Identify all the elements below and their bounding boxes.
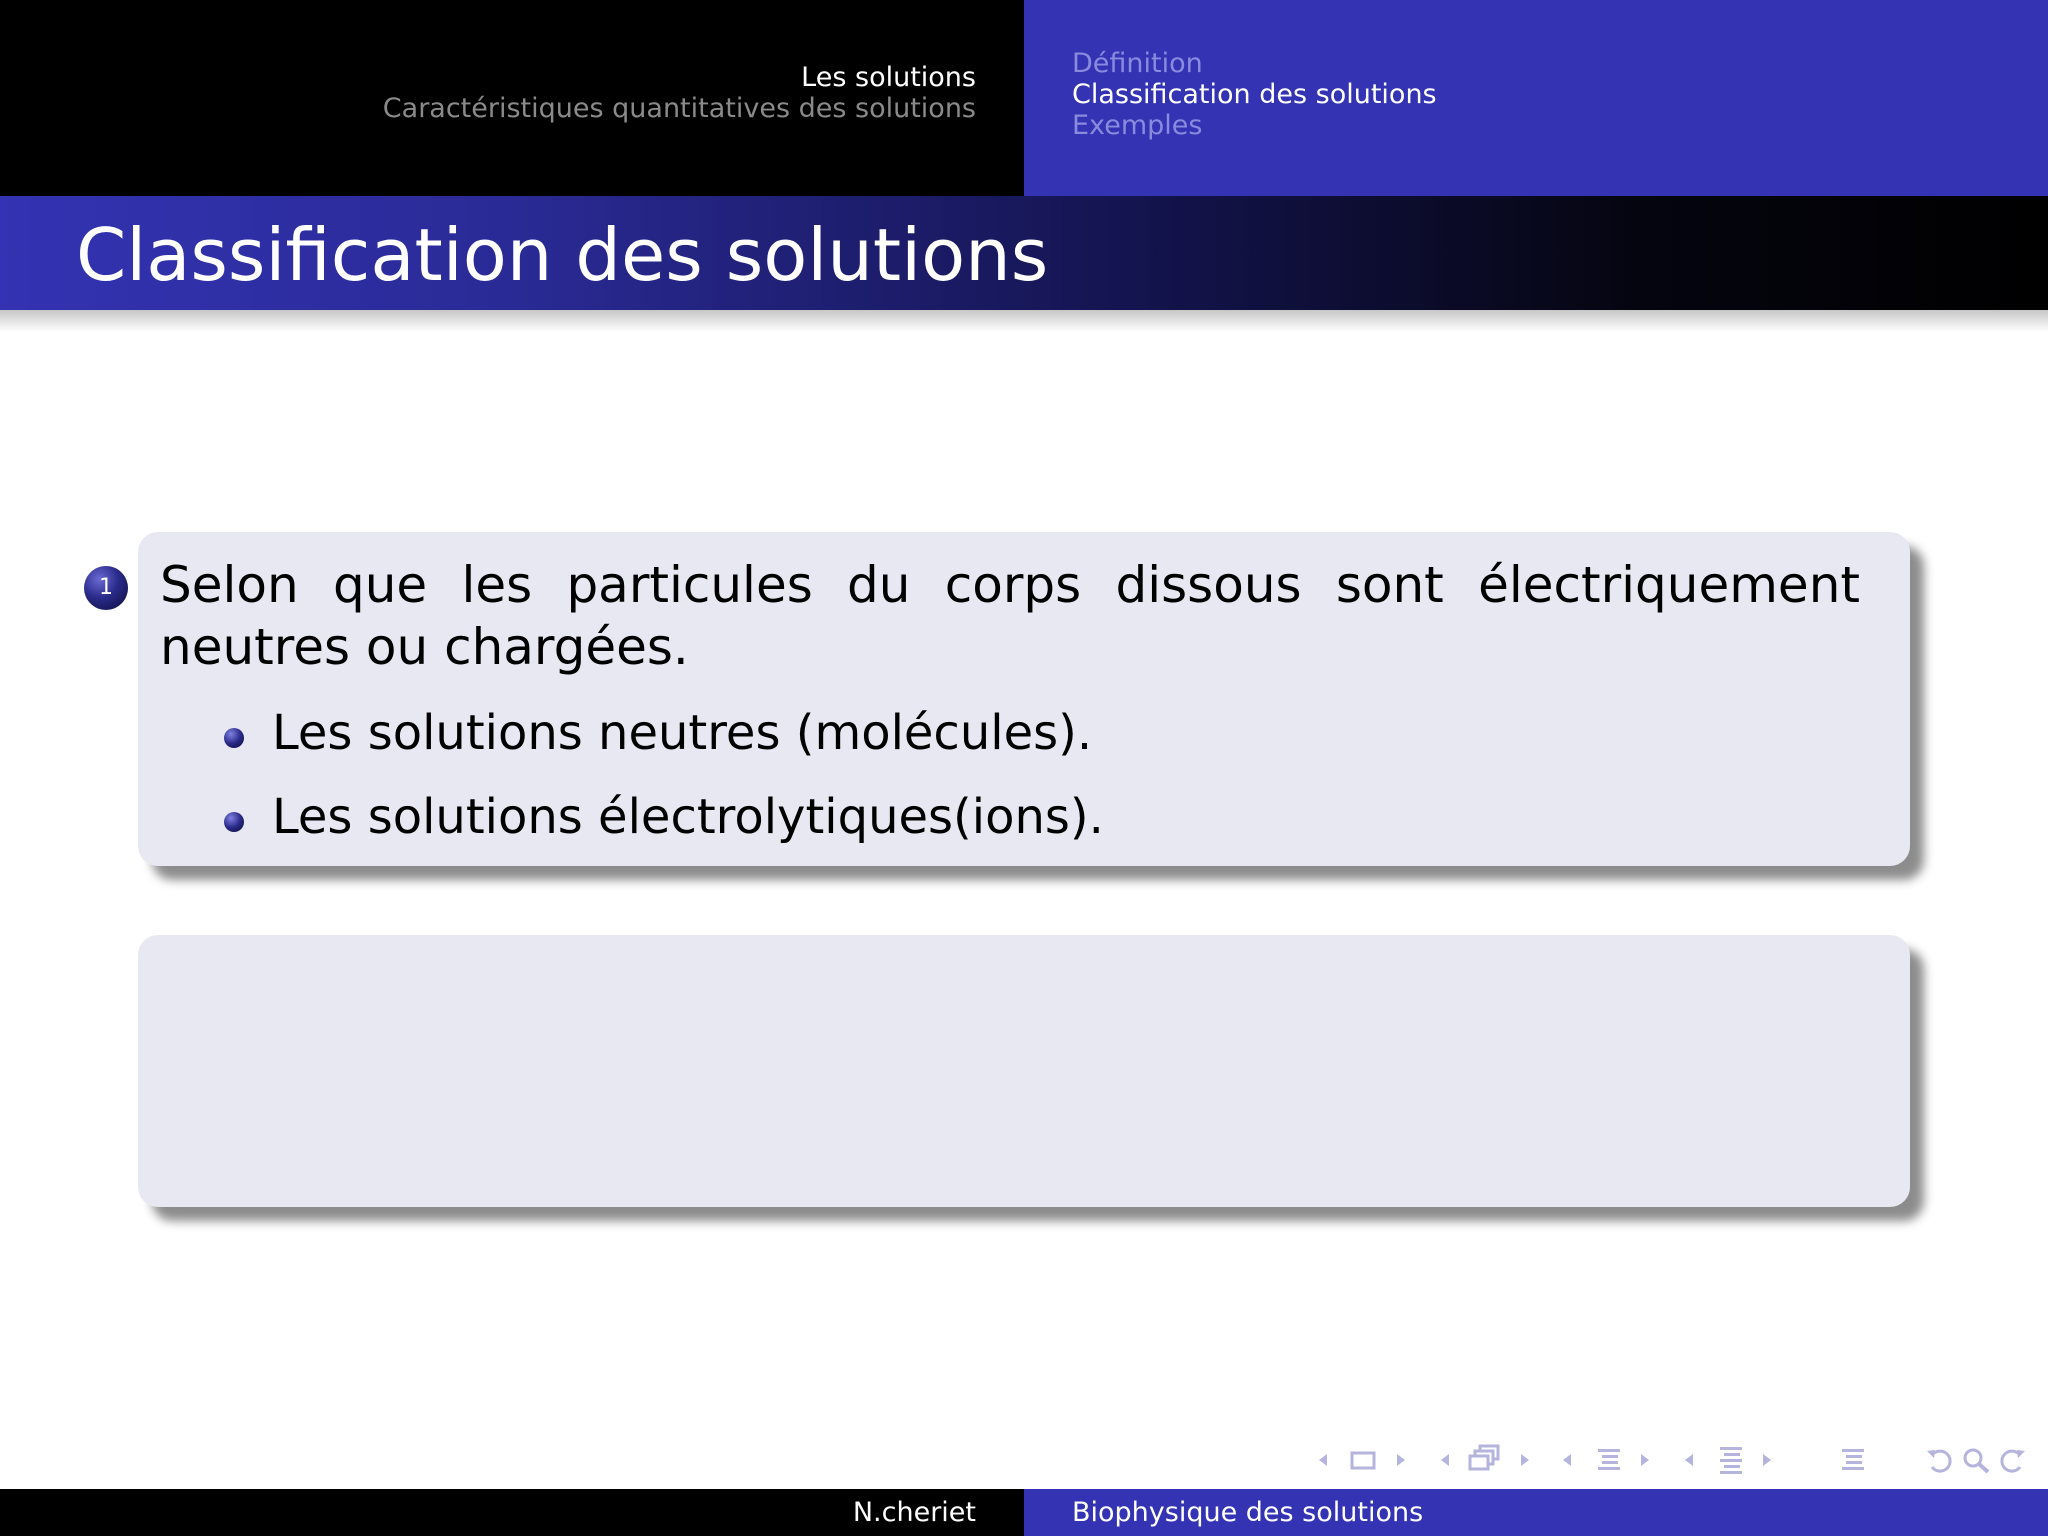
subsection-link-classification[interactable]: Classification des solutions xyxy=(1072,79,1437,110)
enumerate-item-text: Selon que les particules du corps dissous sont électriquement neutres ou chargées. xyxy=(160,556,1860,676)
subsection-link-exemples[interactable]: Exemples xyxy=(1072,110,1203,141)
subsection-navigation xyxy=(1072,48,1437,141)
document-icon[interactable] xyxy=(1840,1442,1866,1478)
back-icon[interactable] xyxy=(1924,1442,1956,1478)
prev-frame-icon[interactable] xyxy=(1316,1442,1330,1478)
section-icon[interactable] xyxy=(1718,1442,1744,1478)
frame-title: Classification des solutions xyxy=(76,213,1049,297)
header-subsections-panel xyxy=(1024,0,2048,196)
next-section-icon[interactable] xyxy=(1638,1442,1652,1478)
section-icon[interactable] xyxy=(1596,1442,1622,1478)
sub-item-neutral: Les solutions neutres (molécules). xyxy=(272,705,1093,761)
prev-section-icon[interactable] xyxy=(1560,1442,1574,1478)
prev-section-icon[interactable] xyxy=(1682,1442,1696,1478)
section-link-les-solutions[interactable]: Les solutions xyxy=(801,62,976,93)
footer-presentation-title: Biophysique des solutions xyxy=(1072,1497,1424,1528)
footer-author: N.cheriet xyxy=(852,1497,976,1528)
section-navigation xyxy=(383,62,976,124)
section-link-caracteristiques[interactable]: Caractéristiques quantitatives des solutions xyxy=(382,93,976,124)
subsection-icon[interactable] xyxy=(1468,1442,1502,1478)
footer-title-panel xyxy=(1024,1489,2048,1536)
empty-content-block xyxy=(138,935,1910,1207)
next-subsection-icon[interactable] xyxy=(1518,1442,1532,1478)
bullet-icon xyxy=(224,728,244,748)
forward-icon[interactable] xyxy=(1996,1442,2028,1478)
subsection-link-definition[interactable]: Définition xyxy=(1072,48,1203,79)
bullet-icon xyxy=(224,812,244,832)
prev-subsection-icon[interactable] xyxy=(1438,1442,1452,1478)
frame-icon[interactable] xyxy=(1350,1442,1376,1478)
next-frame-icon[interactable] xyxy=(1394,1442,1408,1478)
enumerate-number-badge: 1 xyxy=(84,566,128,610)
title-bar-shadow xyxy=(0,310,2048,332)
footer-author-panel xyxy=(0,1489,1024,1536)
header-sections-panel xyxy=(0,0,1024,196)
next-section-icon[interactable] xyxy=(1760,1442,1774,1478)
search-icon[interactable] xyxy=(1960,1442,1992,1478)
sub-item-electrolytic: Les solutions électrolytiques(ions). xyxy=(272,789,1104,845)
